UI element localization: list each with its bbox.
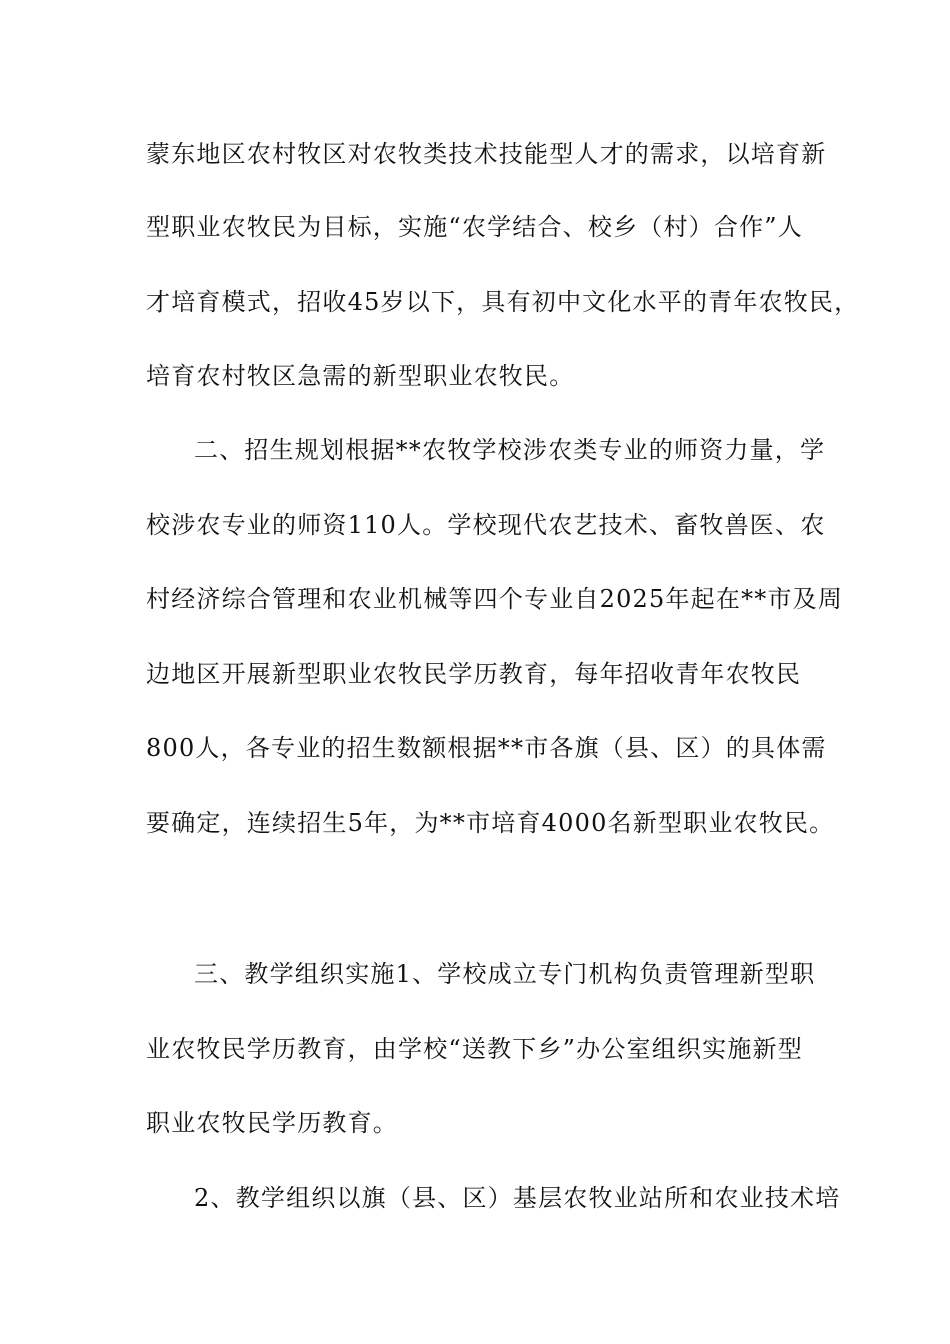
text-line-9: 800人，各专业的招生数额根据**市各旗（县、区）的具体需 — [146, 734, 827, 762]
text-line-14: 2、教学组织以旗（县、区）基层农牧业站所和农业技术培 — [194, 1184, 841, 1212]
text-line-5: 二、招生规划根据**农牧学校涉农类专业的师资力量，学 — [194, 436, 826, 464]
text-line-13: 职业农牧民学历教育。 — [146, 1109, 398, 1137]
text-line-1: 蒙东地区农村牧区对农牧类技术技能型人才的需求，以培育新 — [146, 140, 827, 168]
text-line-12: 业农牧民学历教育，由学校“送教下乡”办公室组织实施新型 — [146, 1035, 803, 1063]
text-line-3: 才培育模式，招收45岁以下，具有初中文化水平的青年农牧民， — [146, 288, 860, 316]
text-line-6: 校涉农专业的师资110人。学校现代农艺技术、畜牧兽医、农 — [146, 511, 826, 539]
text-line-8: 边地区开展新型职业农牧民学历教育，每年招收青年农牧民 — [146, 660, 802, 688]
text-line-10: 要确定，连续招生5年，为**市培育4000名新型职业农牧民。 — [146, 809, 835, 837]
text-line-7: 村经济综合管理和农业机械等四个专业自2025年起在**市及周 — [146, 585, 844, 613]
text-line-4: 培育农村牧区急需的新型职业农牧民。 — [146, 362, 575, 390]
text-line-2: 型职业农牧民为目标，实施“农学结合、校乡（村）合作”人 — [146, 213, 803, 241]
text-line-11: 三、教学组织实施1、学校成立专门机构负责管理新型职 — [194, 960, 816, 988]
